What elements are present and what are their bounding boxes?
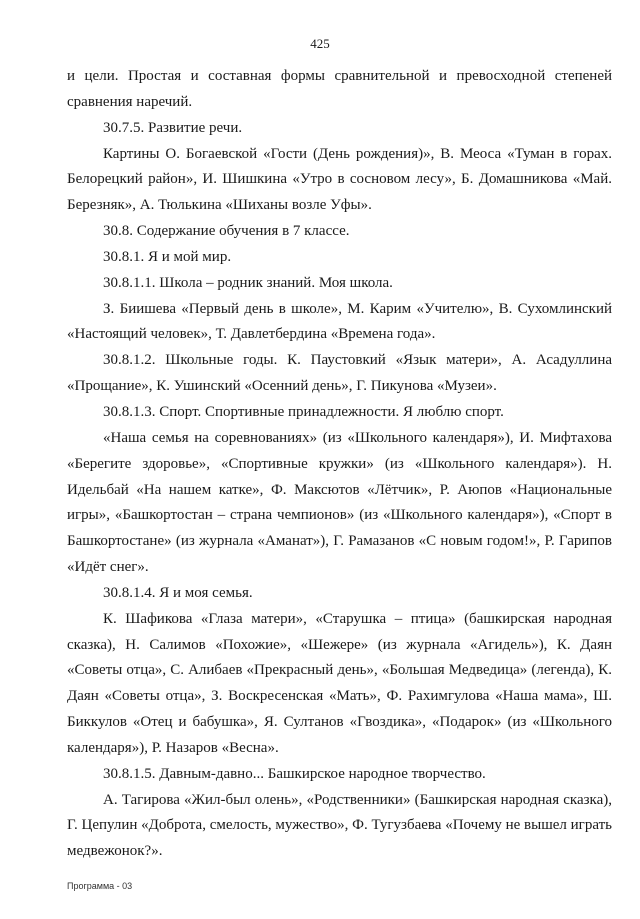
paragraph: 30.8.1.2. Школьные годы. К. Паустовкий «Язык матери», А. Асадуллина «Прощание», К. Ушинский «Осенний день», Г. Пикунова «Музеи». [67, 352, 612, 395]
section-heading: 30.8.1.3. Спорт. Спортивные принадлежности. Я люблю спорт. [103, 403, 504, 420]
section-heading: 30.8.1. Я и мой мир. [103, 248, 232, 265]
page-number: 425 [310, 36, 330, 51]
paragraph: З. Биишева «Первый день в школе», М. Карим «Учителю», В. Сухомлинский «Настоящий человек», Т. Давлетбердина «Времена года». [67, 300, 612, 343]
paragraph: «Наша семья на соревнованиях» (из «Школьного календаря»), И. Мифтахова «Берегите здоровье», «Спортивные кружки» (из «Школьного календаря»). Н. Идельбай «На нашем катке», Ф. Максютов «Лётчик», Р. Аюпов «Национальные игры», «Башкортостан – страна чемпионов» (из «Школьного календаря»), «Спорт в Башкортостане» (из журнала «Аманат»), Г. Рамазанов «С новым годом!», Р. Гарипов «Идёт снег». [67, 429, 612, 576]
document-body [67, 64, 612, 865]
paragraph: Картины О. Богаевской «Гости (День рождения)», В. Меоса «Туман в горах. Белорецкий район», И. Шишкина «Утро в сосновом лесу», Б. Домашникова «Май. Березняк», А. Тюлькина «Шиханы возле Уфы». [67, 145, 612, 214]
paragraph: К. Шафикова «Глаза матери», «Старушка – птица» (башкирская народная сказка), Н. Салимов «Похожие», «Шежере» (из журнала «Агидель»), К. Даян «Советы отца», С. Алибаев «Прекрасный день», «Большая Медведица» (легенда), К. Даян «Советы отца», З. Воскресенская «Мать», Ф. Рахимгулова «Наша мама», Ш. Биккулов «Отец и бабушка», Я. Султанов «Гвоздика», «Подарок» (из «Школьного календаря»), Р. Назаров «Весна». [67, 610, 612, 756]
section-heading: 30.8.1.1. Школа – родник знаний. Моя школа. [103, 274, 393, 291]
paragraph: А. Тагирова «Жил-был олень», «Родственники» (Башкирская народная сказка), Г. Цепулин «Доброта, смелость, мужество», Ф. Тугузбаева «Почему не вышел играть медвежонок?». [67, 791, 612, 860]
paragraph: и цели. Простая и составная формы сравнительной и превосходной степеней сравнения наречий. [67, 68, 612, 110]
section-heading: 30.8.1.4. Я и моя семья. [103, 584, 253, 601]
section-heading: 30.8. Содержание обучения в 7 классе. [103, 223, 350, 240]
section-heading: 30.7.5. Развитие речи. [103, 119, 243, 136]
page-footer: Программа - 03 [67, 881, 133, 891]
section-heading: 30.8.1.5. Давным-давно... Башкирское народное творчество. [103, 765, 486, 782]
